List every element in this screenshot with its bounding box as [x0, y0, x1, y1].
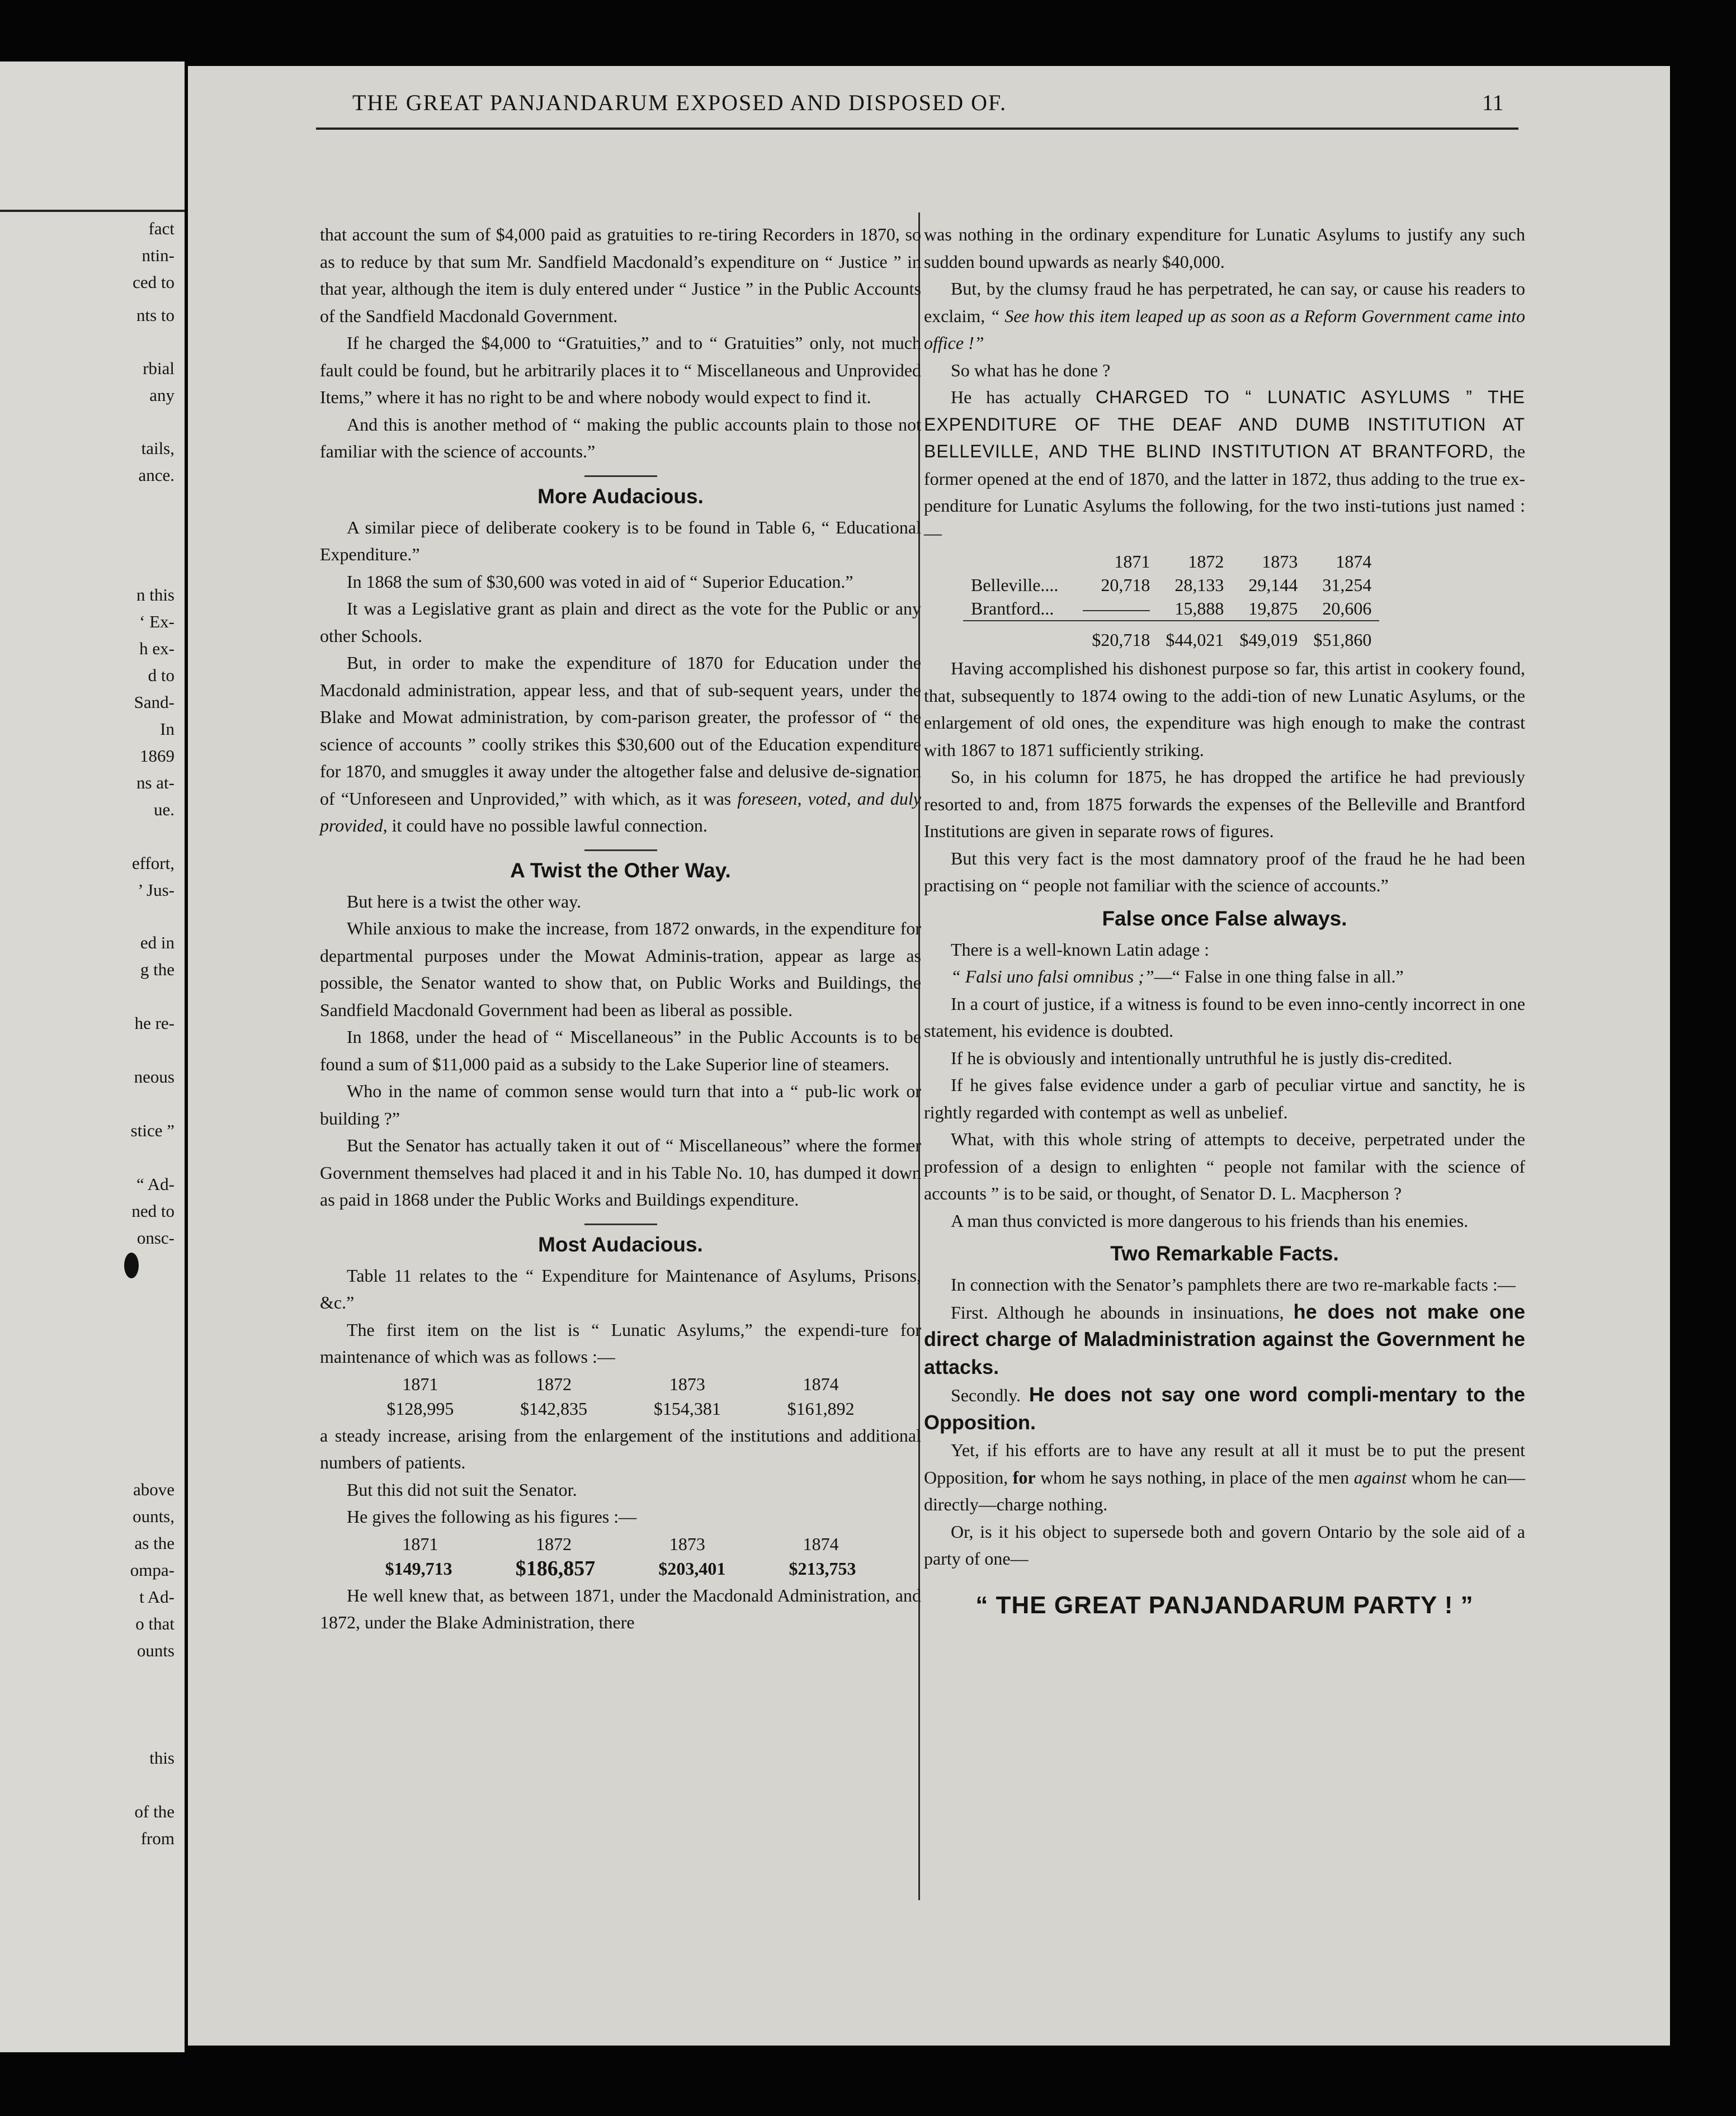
adjacent-page-fragment: effort, — [131, 853, 174, 873]
paragraph: First. Although he abounds in insinuations, he does not make one direct charge of Maladministration against the Government he attacks. — [924, 1300, 1526, 1378]
paragraph: He gives the following as his figures :— — [347, 1506, 637, 1527]
adjacent-page-fragment: stice ” — [130, 1121, 174, 1140]
figure-value: $213,753 — [789, 1558, 856, 1579]
paragraph: A similar piece of deliberate cookery is to be found in Table 6, “ Educational Expenditure.” — [320, 517, 921, 564]
paragraph: Who in the name of common sense would turn that into a “ pub-lic work or building ?” — [320, 1081, 921, 1128]
table-row — [963, 573, 1379, 597]
figures-values-2 — [320, 1557, 921, 1580]
paragraph: Yet, if his efforts are to have any result at all it must be to put the present Opposition, for whom he says nothing, in place of the men against whom he can—directly—charge nothing. — [924, 1440, 1526, 1514]
adjacent-page-fragment: ompa- — [130, 1560, 174, 1580]
figure-year: 1873 — [669, 1533, 705, 1554]
ink-blot — [124, 1253, 139, 1278]
table-cell: 15,888 — [1174, 598, 1224, 618]
figure-year: 1871 — [402, 1533, 438, 1554]
paragraph: In 1868 the sum of $30,600 was voted in aid of “ Superior Education.” — [347, 571, 853, 592]
figures-years-1 — [320, 1373, 921, 1395]
adjacent-page-fragment: ced to — [133, 272, 174, 292]
section-heading: Two Remarkable Facts. — [1110, 1242, 1339, 1265]
paragraph: But this did not suit the Senator. — [347, 1479, 577, 1500]
paragraph: So, in his column for 1875, he has dropped the artifice he had previously resorted to and, from 1875 forwards the expenses of the Belleville and Brantford Institutions are given in separate rows of figures. — [924, 767, 1525, 841]
table-cell: 28,133 — [1174, 575, 1224, 595]
adjacent-page-fragment: ‘ Ex- — [139, 612, 174, 631]
adjacent-page-fragment: neous — [134, 1067, 174, 1087]
table-cell: 19,875 — [1248, 598, 1298, 618]
adjacent-page-fragment: ned to — [131, 1201, 174, 1221]
figure-value: $161,892 — [787, 1398, 855, 1419]
paragraph: Having accomplished his dishonest purpose so far, this artist in cookery found, that, subsequently to 1874 owing to the addi-tion of new Lunatic Asylums, or the enlargement of old ones, the expenditure was high enough to make the contrast with 1867 to 1871 sufficiently striking. — [924, 658, 1525, 760]
table-year: 1873 — [1262, 551, 1298, 571]
table-row — [963, 597, 1379, 621]
section-heading: Most Audacious. — [538, 1232, 703, 1256]
section-heading: More Audacious. — [537, 484, 704, 508]
table-cell — [1075, 597, 1158, 621]
left-column — [320, 221, 921, 1636]
adjacent-page-fragment: any — [149, 385, 174, 405]
table-year: 1871 — [1114, 551, 1150, 571]
adjacent-page-fragment: fact — [148, 219, 174, 238]
adjacent-page-fragment: he re- — [134, 1013, 174, 1033]
paragraph: Or, is it his object to supersede both and govern Ontario by the sole aid of a party of one— — [924, 1521, 1525, 1569]
paragraph: If he is obviously and intentionally untruthful he is justly dis-credited. — [951, 1047, 1452, 1068]
adjacent-page-fragment: ns at- — [136, 773, 174, 792]
institutions-table — [963, 550, 1379, 651]
adjacent-page-fragment: ounts, — [133, 1506, 174, 1526]
paragraph: In a court of justice, if a witness is found to be even inno-cently incorrect in one statement, his evidence is doubted. — [924, 993, 1525, 1041]
adjacent-page-fragment: ance. — [138, 465, 174, 485]
section-rule — [584, 849, 657, 851]
adjacent-page-fragment: t Ad- — [139, 1587, 174, 1607]
adjacent-page-fragment: from — [140, 1829, 174, 1848]
figure-value: $154,381 — [653, 1398, 721, 1419]
adjacent-page-fragment: ed in — [140, 933, 174, 952]
figure-year: 1874 — [803, 1373, 839, 1394]
table-year: 1872 — [1188, 551, 1224, 571]
paragraph: If he charged the $4,000 to “Gratuities,” and to “ Gratuities” only, not much fault could be found, but he arbitrarily places it to “ Miscellaneous and Unprovided Items,” where it has no right to be and where nobody would expect to find it. — [320, 333, 921, 407]
figure-value: $128,995 — [386, 1398, 454, 1419]
adjacent-page-fragment: ntin- — [141, 245, 174, 265]
section-heading: False once False always. — [1102, 906, 1347, 930]
adjacent-page-edge — [0, 62, 185, 2052]
table-total: $20,718 — [1075, 621, 1158, 651]
adjacent-page-rule — [0, 210, 185, 212]
paragraph: But the Senator has actually taken it out of “ Miscellaneous” where the former Government themselves had placed it and in his Table No. 10, has dumped it down as paid in 1868 under the Public Works and Buildings expenditure. — [320, 1135, 921, 1210]
paragraph: He has actually CHARGED TO “ LUNATIC ASYLUMS ” THE EXPENDITURE OF THE DEAF AND DUMB INSTITUTION AT BELLEVILLE, AND THE BLIND INSTITUTION AT BRANTFORD, the former opened at the end of 1870, and the latter in 1872, thus adding to the true ex-penditure for Lunatic Asylums the following, for the two insti-tutions just named :— — [924, 387, 1526, 543]
adjacent-page-fragment: n this — [136, 585, 174, 604]
emphasis-bold: he does not make one direct charge of Maladministration against the Government he attacks. — [924, 1300, 1526, 1378]
adjacent-page-fragment: o that — [135, 1614, 174, 1633]
table-year: 1874 — [1336, 551, 1372, 571]
adjacent-page-fragment: g the — [140, 960, 174, 979]
table-total-row — [963, 621, 1379, 651]
figure-year: 1874 — [803, 1533, 839, 1554]
section-rule — [584, 1224, 657, 1225]
adjacent-page-fragment: nts to — [136, 305, 174, 325]
emphasis-caps: CHARGED TO “ LUNATIC ASYLUMS ” THE EXPENDITURE OF THE DEAF AND DUMB INSTITUTION AT BELLEVILLE, AND THE BLIND INSTITUTION AT BRANTFORD, — [924, 387, 1526, 461]
table-total: $51,860 — [1305, 621, 1379, 651]
adjacent-page-fragment: ue. — [153, 800, 174, 819]
figure-value: $149,713 — [385, 1558, 452, 1579]
adjacent-page-fragment: ounts — [136, 1641, 174, 1660]
table-cell: 29,144 — [1248, 575, 1298, 595]
page-number: 11 — [1482, 90, 1504, 115]
row-label: Brantford... — [971, 598, 1054, 618]
paragraph: While anxious to make the increase, from 1872 onwards, in the expenditure for departmental purposes under the Mowat Adminis-tration, appear as large as possible, the Senator wanted to show that, on Public Works and Buildings, the Sandfield Macdonald Government had been as liberal as possible. — [320, 918, 921, 1020]
emphasis-bold: He does not say one word compli-mentary to the Opposition. — [924, 1383, 1525, 1434]
paragraph: He well knew that, as between 1871, under the Macdonald Administration, and 1872, under the Blake Administration, there — [320, 1585, 921, 1632]
paragraph: The first item on the list is “ Lunatic Asylums,” the expendi-ture for maintenance of which was as follows :— — [320, 1319, 921, 1367]
header-rule — [316, 127, 1518, 130]
adjacent-page-fragment: h ex- — [139, 639, 174, 658]
paragraph: a steady increase, arising from the enlargement of the institutions and additional numbers of patients. — [320, 1425, 921, 1472]
paragraph: There is a well-known Latin adage : — [951, 939, 1210, 960]
paragraph: But this very fact is the most damnatory proof of the fraud he he had been practising on “ people not familiar with the science of accounts.” — [924, 848, 1525, 895]
adjacent-page-fragment: of the — [134, 1802, 174, 1821]
adjacent-page-fragment: above — [133, 1480, 174, 1499]
figure-value: $203,401 — [658, 1558, 726, 1579]
figure-year: 1872 — [536, 1533, 572, 1554]
figures-values-1 — [320, 1397, 921, 1420]
paragraph: In connection with the Senator’s pamphlets there are two re-markable facts :— — [951, 1274, 1516, 1295]
adjacent-page-fragment: Sand- — [134, 692, 174, 712]
adjacent-page-fragment: 1869 — [140, 746, 174, 766]
figure-value: $142,835 — [520, 1398, 588, 1419]
table-total: $44,021 — [1158, 621, 1232, 651]
running-header: THE GREAT PANJANDARUM EXPOSED AND DISPOSED OF. — [352, 90, 1007, 115]
paragraph: Secondly. He does not say one word compli-mentary to the Opposition. — [924, 1383, 1525, 1434]
paragraph: that account the sum of $4,000 paid as gratuities to re-tiring Recorders in 1870, so as to reduce by that sum Mr. Sandfield Macdonald’s expenditure on “ Justice ” in that year, although the item is duly entered under “ Justice ” in the Public Accounts of the Sandfield Macdonald Government. — [320, 224, 921, 326]
paragraph: But, in order to make the expenditure of 1870 for Education under the Macdonald administration, appear less, and that of sub-sequent years, under the Blake and Mowat administration, by com-parison greater, the professor of “ the science of accounts ” coolly strikes this $30,600 out of the Education expenditure for 1870, and smuggles it away under the altogether false and delusive de-signation of “Unforeseen and Unprovided,” with which, as it was foreseen, voted, and duly provided, it could have no possible lawful connection. — [320, 653, 922, 835]
paragraph: “ Falsi uno falsi omnibus ;”—“ False in one thing false in all.” — [951, 966, 1404, 986]
paragraph: So what has he done ? — [951, 360, 1111, 380]
adjacent-page-fragment: In — [160, 719, 174, 739]
paragraph: Table 11 relates to the “ Expenditure for Maintenance of Asylums, Prisons, &c.” — [320, 1265, 921, 1312]
table-cell: 20,718 — [1101, 575, 1150, 595]
table-cell: 31,254 — [1322, 575, 1372, 595]
paragraph: And this is another method of “ making the public accounts plain to those not familiar with the science of accounts.” — [320, 414, 921, 461]
closing-slogan: “ THE GREAT PANJANDARUM PARTY ! ” — [975, 1591, 1474, 1619]
paragraph: If he gives false evidence under a garb of peculiar virtue and sanctity, he is rightly regarded with contempt as well as unbelief. — [924, 1075, 1525, 1122]
table-cell: 20,606 — [1322, 598, 1372, 618]
figure-year: 1871 — [402, 1373, 438, 1394]
paragraph: A man thus convicted is more dangerous to his friends than his enemies. — [951, 1210, 1469, 1231]
paragraph: was nothing in the ordinary expenditure for Lunatic Asylums to justify any such sudden bound upwards as nearly $40,000. — [924, 224, 1525, 272]
adjacent-page-fragment: tails, — [141, 438, 174, 458]
table-total: $49,019 — [1232, 621, 1305, 651]
adjacent-page-fragment: “ Ad- — [136, 1174, 174, 1194]
paragraph: In 1868, under the head of “ Miscellaneous” in the Public Accounts is to be found a sum of $11,000 paid as a subsidy to the Lake Superior line of steamers. — [320, 1027, 921, 1074]
paragraph: It was a Legislative grant as plain and direct as the vote for the Public or any other Schools. — [320, 598, 921, 646]
table-header-row — [963, 550, 1379, 573]
paragraph: But here is a twist the other way. — [347, 891, 582, 911]
adjacent-page-fragment: ’ Jus- — [138, 880, 174, 900]
adjacent-page-fragment: as the — [134, 1533, 174, 1553]
figure-year: 1872 — [536, 1373, 572, 1394]
row-label: Belleville.... — [971, 575, 1059, 595]
adjacent-page-fragment: d to — [148, 665, 174, 685]
figure-year: 1873 — [669, 1373, 705, 1394]
adjacent-page-fragment: this — [149, 1748, 174, 1768]
right-column — [924, 221, 1525, 1619]
paragraph: But, by the clumsy fraud he has perpetrated, he can say, or cause his readers to exclaim, “ See how this item leaped up as soon as a Reform Government came into office !” — [924, 278, 1526, 353]
figures-years-2 — [320, 1533, 921, 1555]
adjacent-page-fragment: onsc- — [136, 1228, 174, 1248]
figure-value: $186,857 — [515, 1556, 596, 1580]
paragraph: What, with this whole string of attempts to deceive, perpetrated under the profession of a design to enlighten “ people not familar with the science of accounts ” is to be said, or thought, of Senator D. L. Macpherson ? — [924, 1129, 1525, 1203]
section-rule — [584, 475, 657, 477]
adjacent-page-fragment: rbial — [143, 358, 174, 378]
section-heading: A Twist the Other Way. — [510, 858, 731, 882]
